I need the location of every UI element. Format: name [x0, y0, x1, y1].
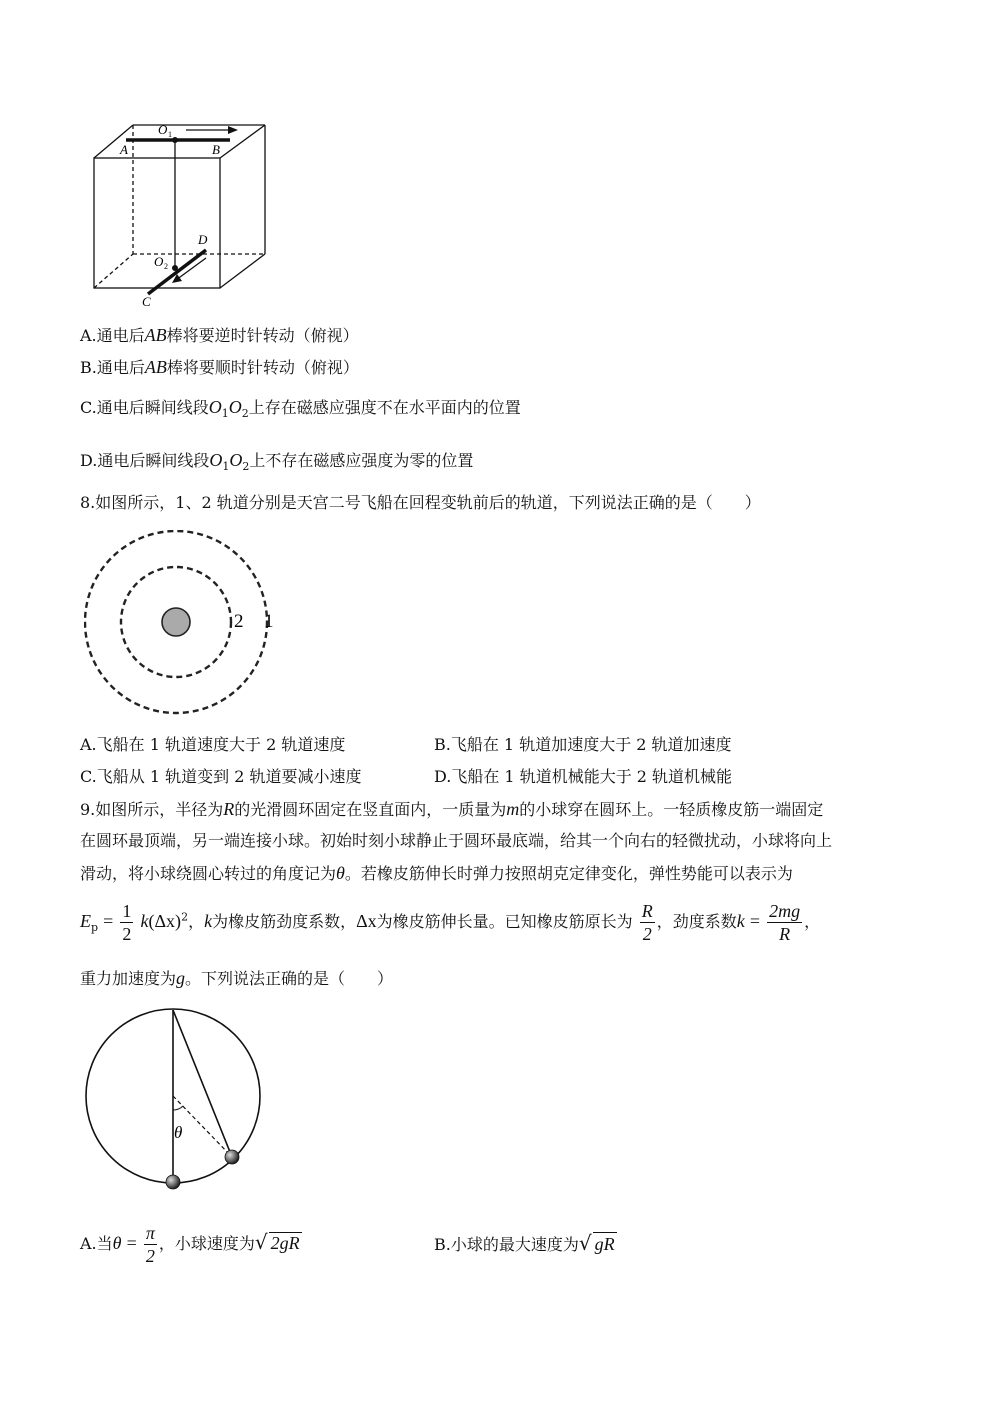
label-A: A: [120, 142, 128, 157]
q9-option-a: A.当θ = $\frac{\pi}{2}$ ，小球速度为√ 2gR: [80, 1223, 300, 1266]
orbit-figure: [84, 530, 284, 720]
q8-option-a: A.飞船在 1 轨道速度大于 2 轨道速度: [80, 735, 346, 754]
ball-right: [225, 1150, 239, 1164]
q7-option-d: D.通电后瞬间线段$O_1O_2$上不存在磁感应强度为零的位置: [80, 450, 474, 474]
label-O2: O: [154, 254, 164, 269]
q7-option-b: B.通电后AB棒将要顺时针转动（俯视）: [80, 357, 359, 377]
ball-bottom: [166, 1175, 180, 1189]
label-O1: O: [158, 122, 168, 137]
q7-option-a: A.通电后AB棒将要逆时针转动（俯视）: [80, 325, 359, 345]
q7-option-c: C.通电后瞬间线段$O_1O_2$上存在磁感应强度不在水平面内的位置: [80, 397, 521, 421]
q8-option-c: C.飞船从 1 轨道变到 2 轨道要减小速度: [80, 767, 362, 786]
label-O2-sub: 2: [164, 262, 168, 271]
label-D: D: [198, 232, 208, 247]
ring-figure: [80, 1004, 270, 1194]
q9-formula-line: $E_p$ = $\frac{1}{2}$ $k(\Delta x)^2$，k为橡皮筋劲度系数，Δx为橡皮筋伸长量。已知橡皮筋原长为 $\frac{R}{2}$ ，劲度系数k = $\frac{2mg}{R}$ ，: [80, 901, 821, 944]
label-O1-sub: 1: [168, 130, 172, 139]
q9-line1: 9.如图所示，半径为R的光滑圆环固定在竖直面内，一质量为m的小球穿在圆环上。一轻质橡皮筋一端固定: [80, 799, 824, 819]
orbit-1-label: 1: [264, 611, 274, 632]
q9-option-b: B.小球的最大速度为√ gR: [434, 1231, 615, 1255]
label-C: C: [142, 294, 151, 308]
cube-figure: [88, 118, 278, 308]
orbit-2-label: 2: [234, 611, 244, 632]
theta-label: θ: [174, 1123, 183, 1142]
q8-option-d: D.飞船在 1 轨道机械能大于 2 轨道机械能: [434, 767, 733, 786]
q8-option-b: B.飞船在 1 轨道加速度大于 2 轨道加速度: [434, 735, 732, 754]
q8-stem: 8.如图所示，1、2 轨道分别是天宫二号飞船在回程变轨前后的轨道，下列说法正确的是（ ）: [80, 493, 761, 512]
q9-line3: 滑动，将小球绕圆心转过的角度记为θ。若橡皮筋伸长时弹力按照胡克定律变化，弹性势能可以表示为: [80, 863, 793, 883]
q9-line5: 重力加速度为g。下列说法正确的是（ ）: [80, 968, 394, 988]
q9-line2: 在圆环最顶端，另一端连接小球。初始时刻小球静止于圆环最底端，给其一个向右的轻微扰动，小球将向上: [80, 831, 833, 850]
label-B: B: [212, 142, 220, 157]
